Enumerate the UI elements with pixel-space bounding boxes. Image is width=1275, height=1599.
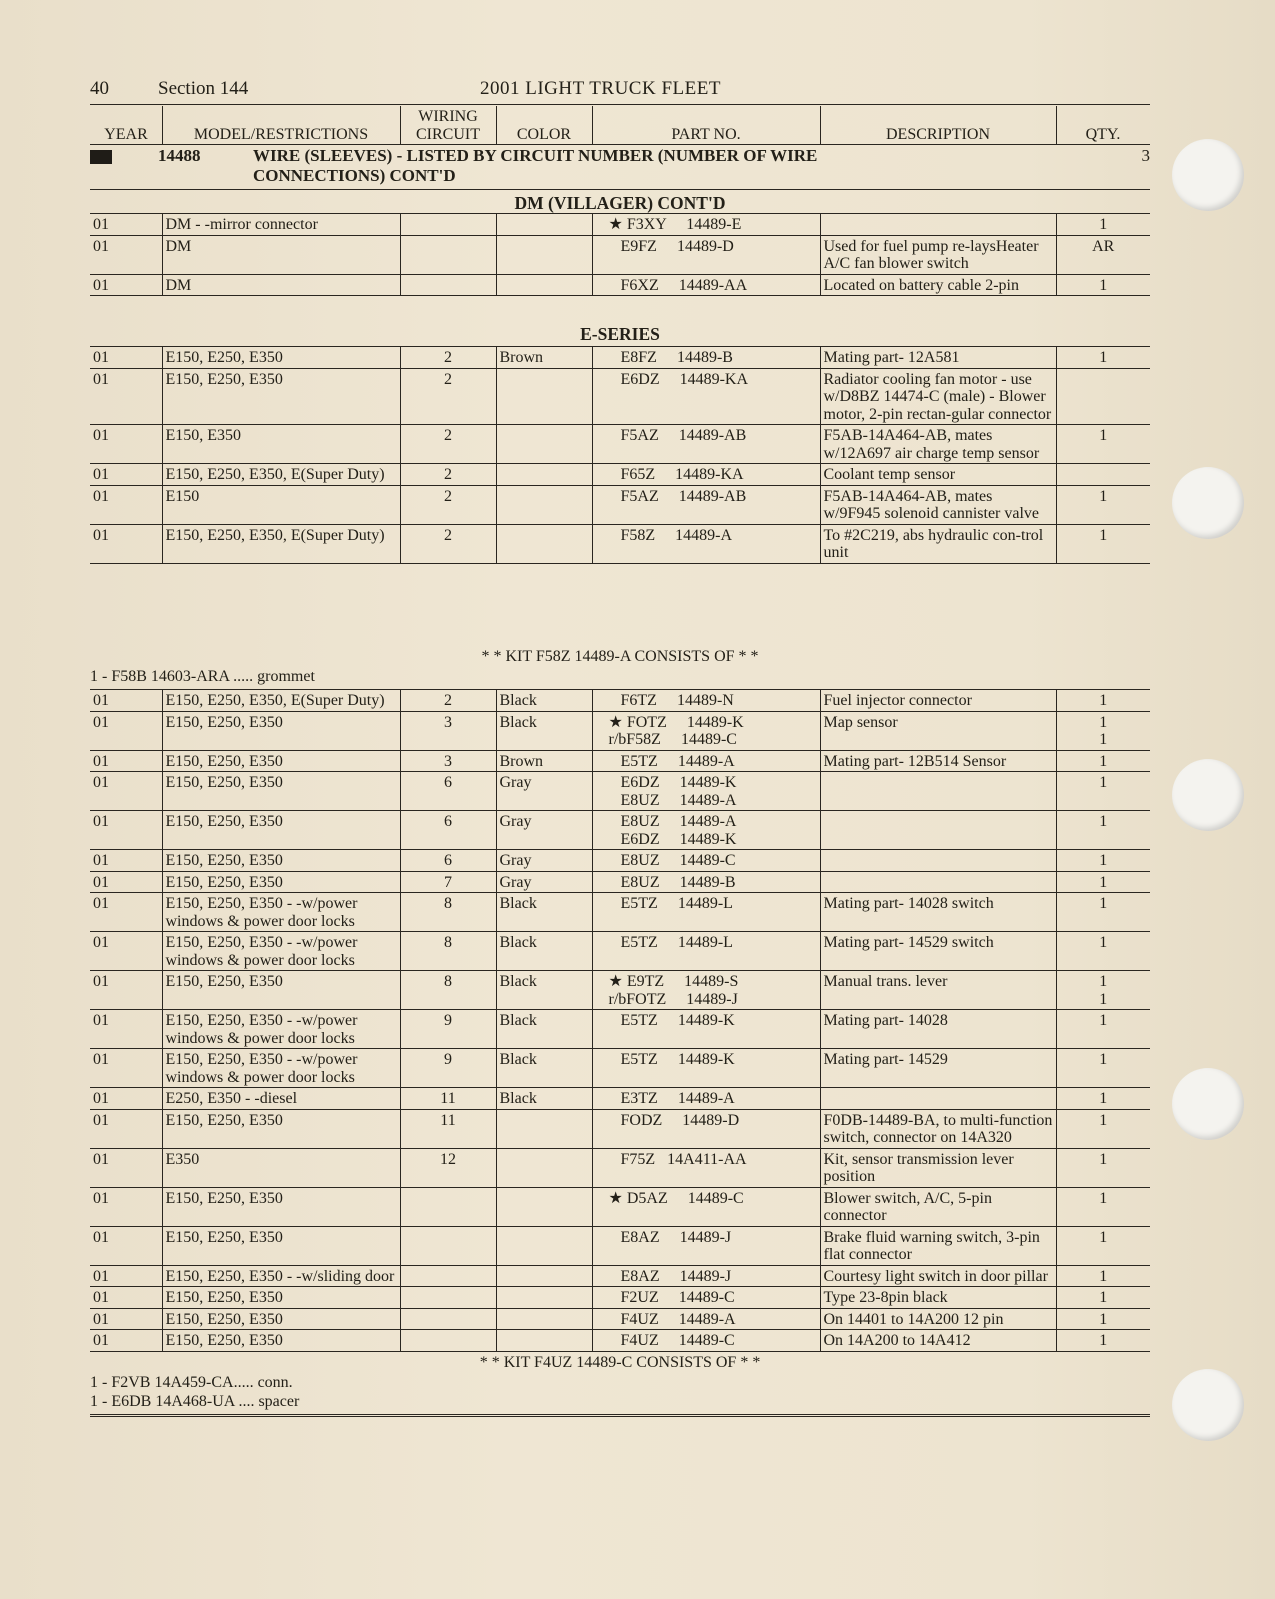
- cell-color: Gray: [496, 850, 592, 872]
- group-title-line: WIRE (SLEEVES) - LISTED BY CIRCUIT NUMBER (NUMBER OF WIRE: [253, 146, 818, 165]
- cell-qty: 1: [1056, 1308, 1150, 1330]
- cell-desc: Mating part- 14028: [820, 1010, 1056, 1049]
- cell-wc: [400, 1226, 496, 1265]
- cell-qty: 1: [1056, 772, 1150, 811]
- kit-item: 1 - F2VB 14A459-CA..... conn.: [90, 1374, 293, 1391]
- cell-part: ★ D5AZ 14489-C: [592, 1187, 820, 1226]
- group-qty: 3: [1141, 146, 1150, 165]
- cell-qty: 1: [1056, 1265, 1150, 1287]
- cell-part: ★ E9TZ 14489-S r/bFOTZ 14489-J: [592, 971, 820, 1010]
- cell-model: E150, E250, E350: [162, 1287, 400, 1309]
- cell-desc: Mating part- 12A581: [820, 347, 1056, 369]
- cell-year: 01: [90, 1265, 162, 1287]
- cell-year: 01: [90, 1010, 162, 1049]
- cell-part: E6DZ 14489-KA: [592, 368, 820, 425]
- cell-model: E150, E250, E350 - -w/power windows & power door locks: [162, 1010, 400, 1049]
- cell-desc: F0DB-14489-BA, to multi-function switch, connector on 14A320: [820, 1109, 1056, 1148]
- cell-part: E6DZ 14489-K E8UZ 14489-A: [592, 772, 820, 811]
- cell-wc: [400, 1330, 496, 1352]
- cell-part: F2UZ 14489-C: [592, 1287, 820, 1309]
- cell-year: 01: [90, 1049, 162, 1088]
- cell-desc: Coolant temp sensor: [820, 464, 1056, 486]
- cell-desc: F5AB-14A464-AB, mates w/9F945 solenoid cannister valve: [820, 485, 1056, 524]
- cell-part: F6TZ 14489-N: [592, 690, 820, 712]
- cell-qty: 1: [1056, 214, 1150, 236]
- cell-color: [496, 1187, 592, 1226]
- cell-model: E150, E250, E350: [162, 368, 400, 425]
- cell-color: Black: [496, 932, 592, 971]
- cell-year: 01: [90, 425, 162, 464]
- cell-year: 01: [90, 524, 162, 563]
- group-title-line: CONNECTIONS) CONT'D: [253, 166, 456, 185]
- cell-wc: [400, 1187, 496, 1226]
- cell-color: [496, 425, 592, 464]
- cell-wc: [400, 1265, 496, 1287]
- cell-model: E150, E350: [162, 425, 400, 464]
- cell-color: Black: [496, 893, 592, 932]
- group-title: [90, 146, 1150, 190]
- cell-desc: Mating part- 12B514 Sensor: [820, 750, 1056, 772]
- cell-desc: Mating part- 14028 switch: [820, 893, 1056, 932]
- cell-part: E8FZ 14489-B: [592, 347, 820, 369]
- section-heading: DM (VILLAGER) CONT'D: [514, 193, 726, 213]
- cell-color: Brown: [496, 750, 592, 772]
- cell-wc: 2: [400, 425, 496, 464]
- group-number: 14488: [158, 146, 201, 165]
- cell-color: [496, 524, 592, 563]
- cell-part: F6XZ 14489-AA: [592, 274, 820, 296]
- cell-desc: To #2C219, abs hydraulic con-trol unit: [820, 524, 1056, 563]
- table-row: [90, 1287, 1150, 1309]
- cell-part: F4UZ 14489-C: [592, 1330, 820, 1352]
- cell-part: E8AZ 14489-J: [592, 1265, 820, 1287]
- table-row: [90, 690, 1150, 712]
- col-model: MODEL/RESTRICTIONS: [162, 106, 401, 144]
- cell-wc: 8: [400, 971, 496, 1010]
- table-row: [90, 750, 1150, 772]
- cell-year: 01: [90, 485, 162, 524]
- cell-color: [496, 214, 592, 236]
- col-wiring: WIRING CIRCUIT: [400, 106, 497, 144]
- cell-desc: Mating part- 14529 switch: [820, 932, 1056, 971]
- cell-model: E150, E250, E350 - -w/power windows & power door locks: [162, 893, 400, 932]
- cell-wc: 3: [400, 750, 496, 772]
- cell-qty: 1: [1056, 1330, 1150, 1352]
- cell-part: E8UZ 14489-C: [592, 850, 820, 872]
- cell-part: E8AZ 14489-J: [592, 1226, 820, 1265]
- cell-part: E5TZ 14489-L: [592, 932, 820, 971]
- cell-qty: 1: [1056, 1049, 1150, 1088]
- cell-part: E9FZ 14489-D: [592, 235, 820, 274]
- col-year: YEAR: [90, 106, 163, 144]
- cell-year: 01: [90, 1109, 162, 1148]
- cell-desc: [820, 850, 1056, 872]
- kit-item: 1 - F58B 14603-ARA ..... grommet: [90, 668, 315, 685]
- cell-year: 01: [90, 971, 162, 1010]
- cell-desc: Type 23-8pin black: [820, 1287, 1056, 1309]
- cell-wc: [400, 1287, 496, 1309]
- cell-qty: 1: [1056, 1187, 1150, 1226]
- cell-qty: AR: [1056, 235, 1150, 274]
- cell-desc: [820, 772, 1056, 811]
- cell-year: 01: [90, 368, 162, 425]
- cell-year: 01: [90, 1308, 162, 1330]
- cell-desc: [820, 811, 1056, 850]
- binder-hole: [1172, 1068, 1244, 1140]
- cell-wc: 12: [400, 1148, 496, 1187]
- column-headers: [90, 106, 1150, 144]
- cell-qty: 1: [1056, 811, 1150, 850]
- cell-color: [496, 368, 592, 425]
- divider: [90, 189, 1150, 190]
- cell-wc: 6: [400, 850, 496, 872]
- cell-desc: Map sensor: [820, 711, 1056, 750]
- cell-color: [496, 1308, 592, 1330]
- cell-wc: 3: [400, 711, 496, 750]
- cell-desc: [820, 1088, 1056, 1110]
- table-row: [90, 1010, 1150, 1049]
- kit-item: 1 - E6DB 14A468-UA .... spacer: [90, 1393, 300, 1410]
- section-label: Section 144: [158, 78, 249, 99]
- cell-model: E150, E250, E350 - -w/sliding door: [162, 1265, 400, 1287]
- cell-color: Black: [496, 690, 592, 712]
- table-row: [90, 1088, 1150, 1110]
- cell-wc: 2: [400, 485, 496, 524]
- table-row: [90, 485, 1150, 524]
- parts-table-eseries: [90, 346, 1150, 564]
- table-row: [90, 932, 1150, 971]
- cell-color: [496, 1287, 592, 1309]
- cell-year: 01: [90, 1330, 162, 1352]
- table-row: [90, 1148, 1150, 1187]
- cell-part: E8UZ 14489-B: [592, 871, 820, 893]
- table-row: [90, 1226, 1150, 1265]
- parts-table-eseries: [90, 689, 1150, 1352]
- cell-wc: [400, 1308, 496, 1330]
- cell-year: 01: [90, 347, 162, 369]
- divider: [90, 144, 1150, 145]
- cell-color: [496, 485, 592, 524]
- cell-part: E8UZ 14489-A E6DZ 14489-K: [592, 811, 820, 850]
- cell-model: E150: [162, 485, 400, 524]
- cell-desc: Courtesy light switch in door pillar: [820, 1265, 1056, 1287]
- cell-part: F5AZ 14489-AB: [592, 425, 820, 464]
- cell-desc: Blower switch, A/C, 5-pin connector: [820, 1187, 1056, 1226]
- cell-year: 01: [90, 214, 162, 236]
- cell-wc: 8: [400, 893, 496, 932]
- cell-part: ★ FOTZ 14489-K r/bF58Z 14489-C: [592, 711, 820, 750]
- cell-qty: 1: [1056, 871, 1150, 893]
- cell-model: E150, E250, E350: [162, 871, 400, 893]
- cell-qty: [1056, 368, 1150, 425]
- cell-model: E150, E250, E350: [162, 750, 400, 772]
- cell-desc: On 14401 to 14A200 12 pin: [820, 1308, 1056, 1330]
- table-row: [90, 811, 1150, 850]
- cell-desc: Used for fuel pump re-laysHeater A/C fan blower switch: [820, 235, 1056, 274]
- col-color: COLOR: [496, 106, 593, 144]
- table-row: [90, 1049, 1150, 1088]
- table-row: [90, 425, 1150, 464]
- cell-qty: 1: [1056, 1287, 1150, 1309]
- cell-model: E150, E250, E350: [162, 1109, 400, 1148]
- cell-qty: 1: [1056, 1088, 1150, 1110]
- marker-square-icon: [90, 150, 112, 164]
- cell-year: 01: [90, 1088, 162, 1110]
- cell-desc: Brake fluid warning switch, 3-pin flat connector: [820, 1226, 1056, 1265]
- cell-year: 01: [90, 464, 162, 486]
- cell-year: 01: [90, 772, 162, 811]
- cell-model: E150, E250, E350: [162, 1226, 400, 1265]
- cell-part: E5TZ 14489-A: [592, 750, 820, 772]
- cell-qty: 1: [1056, 425, 1150, 464]
- section-heading: E-SERIES: [580, 324, 660, 344]
- cell-qty: 1: [1056, 524, 1150, 563]
- cell-qty: 1: [1056, 1109, 1150, 1148]
- cell-part: F65Z 14489-KA: [592, 464, 820, 486]
- cell-qty: 1: [1056, 274, 1150, 296]
- cell-model: E350: [162, 1148, 400, 1187]
- cell-desc: [820, 871, 1056, 893]
- cell-qty: 1 1: [1056, 711, 1150, 750]
- cell-model: E150, E250, E350, E(Super Duty): [162, 690, 400, 712]
- cell-desc: Manual trans. lever: [820, 971, 1056, 1010]
- table-row: [90, 464, 1150, 486]
- col-desc: DESCRIPTION: [820, 106, 1057, 144]
- cell-year: 01: [90, 850, 162, 872]
- cell-color: [496, 1148, 592, 1187]
- cell-wc: 9: [400, 1010, 496, 1049]
- table-row: [90, 871, 1150, 893]
- cell-year: 01: [90, 1148, 162, 1187]
- col-part: PART NO.: [592, 106, 821, 144]
- cell-part: ★ F3XY 14489-E: [592, 214, 820, 236]
- cell-model: E150, E250, E350: [162, 772, 400, 811]
- cell-wc: 11: [400, 1109, 496, 1148]
- cell-qty: 1: [1056, 893, 1150, 932]
- cell-qty: 1: [1056, 1148, 1150, 1187]
- cell-color: Black: [496, 1088, 592, 1110]
- cell-qty: [1056, 464, 1150, 486]
- cell-wc: 6: [400, 811, 496, 850]
- table-row: [90, 235, 1150, 274]
- cell-model: DM - -mirror connector: [162, 214, 400, 236]
- cell-wc: 9: [400, 1049, 496, 1088]
- cell-model: DM: [162, 235, 400, 274]
- cell-model: E150, E250, E350: [162, 811, 400, 850]
- cell-year: 01: [90, 1187, 162, 1226]
- cell-year: 01: [90, 711, 162, 750]
- binder-hole: [1172, 139, 1244, 211]
- cell-color: Brown: [496, 347, 592, 369]
- binder-hole: [1172, 759, 1244, 831]
- col-qty: QTY.: [1085, 126, 1121, 143]
- cell-wc: 2: [400, 464, 496, 486]
- table-row: [90, 711, 1150, 750]
- cell-year: 01: [90, 893, 162, 932]
- cell-model: E250, E350 - -diesel: [162, 1088, 400, 1110]
- cell-wc: [400, 235, 496, 274]
- cell-model: E150, E250, E350: [162, 1330, 400, 1352]
- cell-qty: 1: [1056, 485, 1150, 524]
- cell-desc: On 14A200 to 14A412: [820, 1330, 1056, 1352]
- cell-color: [496, 464, 592, 486]
- cell-color: Gray: [496, 871, 592, 893]
- table-row: [90, 1109, 1150, 1148]
- table-row: [90, 214, 1150, 236]
- cell-qty: 1: [1056, 1010, 1150, 1049]
- page-title: 2001 LIGHT TRUCK FLEET: [480, 78, 721, 99]
- cell-model: E150, E250, E350, E(Super Duty): [162, 464, 400, 486]
- cell-color: [496, 235, 592, 274]
- cell-qty: 1: [1056, 1226, 1150, 1265]
- cell-desc: F5AB-14A464-AB, mates w/12A697 air charge temp sensor: [820, 425, 1056, 464]
- kit-heading: * * KIT F58Z 14489-A CONSISTS OF * *: [481, 648, 759, 665]
- cell-qty: 1: [1056, 932, 1150, 971]
- cell-part: F58Z 14489-A: [592, 524, 820, 563]
- cell-part: F4UZ 14489-A: [592, 1308, 820, 1330]
- cell-year: 01: [90, 1226, 162, 1265]
- cell-color: [496, 1226, 592, 1265]
- table-row: [90, 368, 1150, 425]
- cell-year: 01: [90, 871, 162, 893]
- cell-color: [496, 1330, 592, 1352]
- cell-desc: Kit, sensor transmission lever position: [820, 1148, 1056, 1187]
- divider: [90, 104, 1150, 105]
- cell-year: 01: [90, 750, 162, 772]
- binder-hole: [1172, 1369, 1244, 1441]
- cell-model: E150, E250, E350: [162, 1187, 400, 1226]
- cell-model: E150, E250, E350, E(Super Duty): [162, 524, 400, 563]
- cell-part: FODZ 14489-D: [592, 1109, 820, 1148]
- cell-desc: Located on battery cable 2-pin: [820, 274, 1056, 296]
- cell-model: E150, E250, E350 - -w/power windows & power door locks: [162, 1049, 400, 1088]
- cell-model: DM: [162, 274, 400, 296]
- parts-table-dm: [90, 213, 1150, 296]
- cell-year: 01: [90, 811, 162, 850]
- cell-color: Black: [496, 971, 592, 1010]
- cell-color: Gray: [496, 811, 592, 850]
- table-row: [90, 772, 1150, 811]
- table-row: [90, 1265, 1150, 1287]
- divider: [90, 1414, 1150, 1417]
- table-row: [90, 347, 1150, 369]
- cell-qty: 1: [1056, 750, 1150, 772]
- cell-wc: 6: [400, 772, 496, 811]
- cell-qty: 1: [1056, 690, 1150, 712]
- cell-color: [496, 1265, 592, 1287]
- cell-desc: [820, 214, 1056, 236]
- page-number: 40: [90, 78, 109, 99]
- cell-desc: Fuel injector connector: [820, 690, 1056, 712]
- cell-wc: 11: [400, 1088, 496, 1110]
- cell-wc: 2: [400, 347, 496, 369]
- kit-heading: * * KIT F4UZ 14489-C CONSISTS OF * *: [479, 1354, 761, 1371]
- cell-desc: Radiator cooling fan motor - use w/D8BZ 14474-C (male) - Blower motor, 2-pin rectan-gular connector: [820, 368, 1056, 425]
- cell-wc: 2: [400, 524, 496, 563]
- cell-model: E150, E250, E350: [162, 971, 400, 1010]
- cell-wc: [400, 274, 496, 296]
- cell-wc: [400, 214, 496, 236]
- binder-hole: [1172, 467, 1244, 539]
- table-row: [90, 274, 1150, 296]
- table-row: [90, 1187, 1150, 1226]
- table-row: [90, 893, 1150, 932]
- cell-year: 01: [90, 235, 162, 274]
- cell-qty: 1: [1056, 347, 1150, 369]
- cell-part: E3TZ 14489-A: [592, 1088, 820, 1110]
- table-row: [90, 1330, 1150, 1352]
- cell-part: F75Z 14A411-AA: [592, 1148, 820, 1187]
- table-row: [90, 1308, 1150, 1330]
- cell-color: Gray: [496, 772, 592, 811]
- cell-part: E5TZ 14489-K: [592, 1049, 820, 1088]
- table-row: [90, 971, 1150, 1010]
- table-row: [90, 524, 1150, 563]
- cell-year: 01: [90, 932, 162, 971]
- cell-model: E150, E250, E350: [162, 1308, 400, 1330]
- cell-model: E150, E250, E350: [162, 711, 400, 750]
- cell-color: [496, 1109, 592, 1148]
- cell-color: [496, 274, 592, 296]
- cell-wc: 7: [400, 871, 496, 893]
- cell-color: Black: [496, 711, 592, 750]
- cell-color: Black: [496, 1049, 592, 1088]
- cell-qty: 1 1: [1056, 971, 1150, 1010]
- cell-qty: 1: [1056, 850, 1150, 872]
- cell-desc: Mating part- 14529: [820, 1049, 1056, 1088]
- cell-model: E150, E250, E350: [162, 347, 400, 369]
- table-row: [90, 850, 1150, 872]
- cell-model: E150, E250, E350: [162, 850, 400, 872]
- cell-part: F5AZ 14489-AB: [592, 485, 820, 524]
- cell-model: E150, E250, E350 - -w/power windows & power door locks: [162, 932, 400, 971]
- page-header: [90, 78, 1150, 102]
- cell-wc: 8: [400, 932, 496, 971]
- cell-part: E5TZ 14489-L: [592, 893, 820, 932]
- cell-wc: 2: [400, 690, 496, 712]
- cell-color: Black: [496, 1010, 592, 1049]
- cell-year: 01: [90, 1287, 162, 1309]
- cell-part: E5TZ 14489-K: [592, 1010, 820, 1049]
- cell-wc: 2: [400, 368, 496, 425]
- cell-year: 01: [90, 274, 162, 296]
- cell-year: 01: [90, 690, 162, 712]
